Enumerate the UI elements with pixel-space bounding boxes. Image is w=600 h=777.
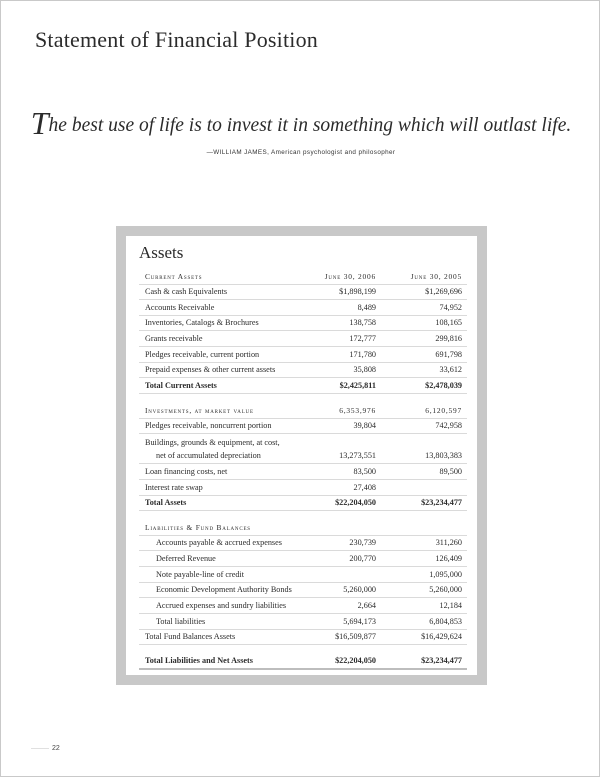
row-label: Total Liabilities and Net Assets [145, 656, 253, 665]
value-2006: 83,500 [353, 467, 376, 476]
row-label: Total Current Assets [145, 381, 217, 390]
value-2005: June 30, 2005 [410, 272, 462, 281]
value-2005: 299,816 [435, 334, 462, 343]
value-2005: 108,165 [435, 318, 462, 327]
row-label: Inventories, Catalogs & Brochures [145, 318, 259, 327]
table-row [139, 330, 467, 347]
value-2005: 126,409 [435, 554, 462, 563]
value-2006: $2,425,811 [339, 381, 376, 390]
row-label: Note payable-line of credit [156, 570, 244, 579]
value-2005: 12,184 [439, 601, 462, 610]
table-row [139, 314, 467, 331]
row-label: Grants receivable [145, 334, 203, 343]
table-row [139, 581, 467, 598]
value-2005: 5,260,000 [429, 585, 462, 594]
row-label: Accrued expenses and sundry liabilities [156, 601, 287, 610]
row-label: Total Fund Balances Assets [145, 632, 236, 641]
row-label: Accounts Receivable [145, 303, 215, 312]
row-label: Liabilities & Fund Balances [145, 523, 251, 532]
quote-attribution: —WILLIAM JAMES, American psychologist and philosopher [206, 149, 396, 156]
row-label: Total liabilities [156, 617, 206, 626]
row-label: Accounts payable & accrued expenses [156, 538, 282, 547]
value-2006: 8,489 [357, 303, 376, 312]
table-row [139, 652, 467, 670]
value-2005: 33,612 [439, 365, 462, 374]
value-2006: 39,804 [353, 421, 376, 430]
table-row [139, 550, 467, 567]
page-folio [31, 745, 60, 752]
table-row [139, 463, 467, 480]
value-2006: 35,808 [353, 365, 376, 374]
row-label: Investments, at market value [145, 406, 254, 415]
value-2005: 691,798 [435, 350, 462, 359]
value-2006: $22,204,050 [335, 498, 376, 507]
value-2005: $1,269,696 [425, 287, 462, 296]
value-2005: 13,803,383 [425, 451, 462, 460]
row-label: Pledges receivable, current portion [145, 350, 260, 359]
row-label: Interest rate swap [145, 483, 203, 492]
table-row [139, 361, 467, 378]
table-row [139, 283, 467, 300]
value-2006: $16,509,877 [335, 632, 376, 641]
quote-text: he best use of life is to invest it in something which will outlast life. [48, 115, 572, 136]
row-label: Total Assets [145, 498, 187, 507]
value-2006: June 30, 2006 [324, 272, 376, 281]
table-row [139, 417, 467, 434]
value-2005: 89,500 [439, 467, 462, 476]
value-2005: $16,429,624 [421, 632, 462, 641]
value-2005: $23,234,477 [421, 498, 462, 507]
table-row [139, 494, 467, 511]
value-2006: $1,898,199 [339, 287, 376, 296]
folio-mark: ——— [31, 746, 49, 752]
row-label: net of accumulated depreciation [156, 451, 261, 460]
value-2005: 1,095,000 [429, 570, 462, 579]
row-label: Buildings, grounds & equipment, at cost, [145, 438, 280, 447]
row-label: Deferred Revenue [156, 554, 216, 563]
row-label: Prepaid expenses & other current assets [145, 365, 276, 374]
value-2005: 74,952 [439, 303, 462, 312]
table-row [139, 447, 467, 464]
page-number: 22 [52, 745, 60, 752]
value-2005: 311,260 [435, 538, 462, 547]
value-2006: 2,664 [357, 601, 376, 610]
quote-dropcap: T [30, 105, 49, 141]
row-label: Pledges receivable, noncurrent portion [145, 421, 272, 430]
value-2006: 13,273,551 [339, 451, 376, 460]
value-2005: 742,958 [435, 421, 462, 430]
table-row [139, 597, 467, 614]
value-2006: 230,739 [349, 538, 376, 547]
table-row [139, 377, 467, 394]
value-2006: 27,408 [353, 483, 376, 492]
value-2006: 6,353,976 [339, 406, 376, 415]
value-2005: $2,478,039 [425, 381, 462, 390]
value-2006: 200,770 [349, 554, 376, 563]
assets-panel [126, 236, 477, 675]
value-2005: $23,234,477 [421, 656, 462, 665]
assets-title: Assets [139, 243, 184, 262]
value-2005: 6,120,597 [425, 406, 462, 415]
value-2005: 6,804,853 [429, 617, 462, 626]
row-label: Economic Development Authority Bonds [156, 585, 292, 594]
page-title: Statement of Financial Position [35, 27, 319, 52]
row-label: Loan financing costs, net [145, 467, 228, 476]
value-2006: 138,758 [349, 318, 376, 327]
assets-frame [116, 226, 487, 685]
value-2006: 171,780 [349, 350, 376, 359]
table-row [139, 628, 467, 645]
value-2006: 5,694,173 [343, 617, 376, 626]
value-2006: 172,777 [349, 334, 376, 343]
table-row [139, 534, 467, 551]
row-label: Current Assets [145, 272, 203, 281]
value-2006: 5,260,000 [343, 585, 376, 594]
row-label: Cash & cash Equivalents [145, 287, 228, 296]
pull-quote [1, 105, 600, 142]
value-2006: $22,204,050 [335, 656, 376, 665]
